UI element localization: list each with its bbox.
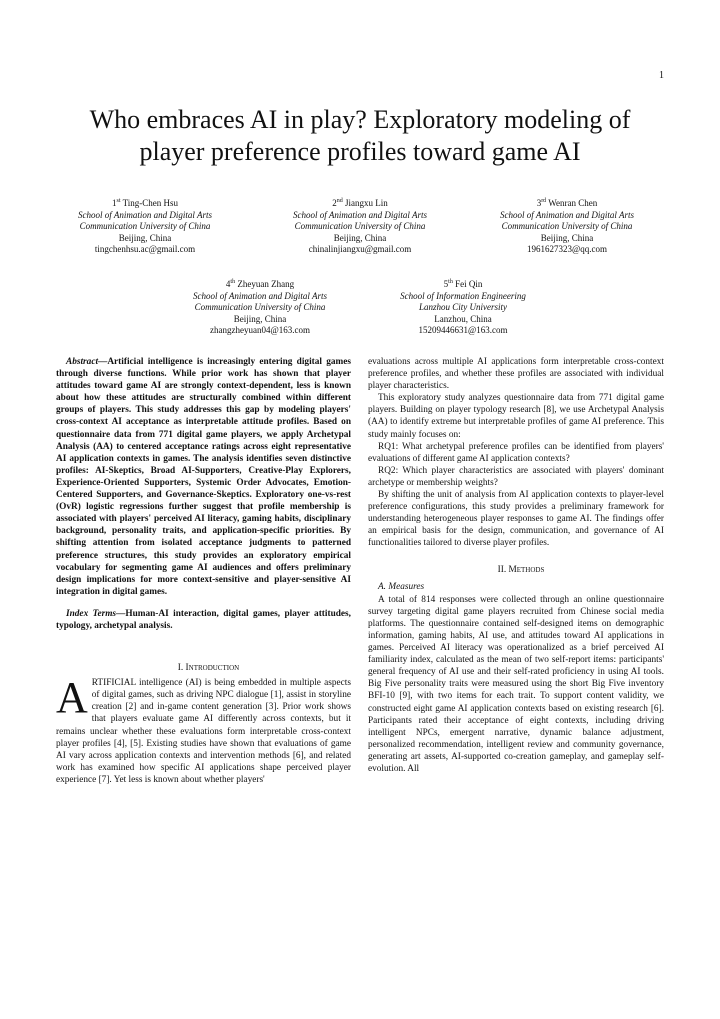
author-organization: Communication University of China xyxy=(194,302,326,313)
introduction-text: RTIFICIAL intelligence (AI) is being embedded in multiple aspects of digital games, such as driving NPC dialogue [1], assist in storyline creation [2] and in-game content generation [3]. Prior work shows that players evaluate game AI differently across contexts, but it remains unclear whether these evaluations form interpretable cross-context player profiles [4], [5]. Existing studies have shown that evaluations of game AI vary across application contexts and intervention methods [6], and related work has examined how specific AI applications shape perceived player experience [7]. Yet less is known about whether players' xyxy=(56,678,351,785)
subsection-heading-measures: A. Measures xyxy=(378,581,425,592)
author-email: 1961627323@qq.com xyxy=(526,244,608,255)
author-department: School of Animation and Digital Arts xyxy=(193,290,327,301)
author-city: Beijing, China xyxy=(233,313,287,324)
author-department: School of Animation and Digital Arts xyxy=(78,209,212,220)
author-department: School of Information Engineering xyxy=(400,290,526,301)
author-organization: Communication University of China xyxy=(79,221,211,232)
author-block-1 xyxy=(40,198,250,256)
author-city: Beijing, China xyxy=(333,232,387,243)
right-column xyxy=(368,356,664,775)
author-name: 5th Fei Qin xyxy=(443,279,483,289)
author-block-4 xyxy=(155,279,365,337)
author-city: Beijing, China xyxy=(540,232,594,243)
abstract-text: Artificial intelligence is increasingly entering digital games through diverse functions. While prior work has shown that player attitudes toward game AI are strongly context-dependent, less is known about how these attitudes are structurally combined within different groups of players. This study addresses this gap by modeling players' cross-context AI acceptance as interpretable attitude profiles. Based on questionnaire data from 771 digital game players, we apply Archetypal Analysis (AA) to centered acceptance ratings across eight representative AI application contexts in games. The analysis identifies seven distinctive profiles: AI-Skeptics, Broad AI-Supporters, Creative-Play Explorers, Experience-Oriented Supporters, Systemic Order Advocates, Emotion-Centered Supporters, and Governance-Skeptics. Exploratory one-vs-rest (OvR) logistic regressions further suggest that profile membership is associated with players' perceived AI literacy, gaming habits, disciplinary background, personality traits, and application-specific priorities. By shifting attention from isolated acceptance judgments to patterned preference structures, this study provides an exploratory empirical vocabulary for segmenting game AI audiences and offers preliminary design implications for more context-sensitive and player-sensitive AI integration in digital games. xyxy=(56,357,351,597)
title-line-1: Who embraces AI in play? Exploratory modeling of xyxy=(89,105,631,134)
paragraph: This exploratory study analyzes questionnaire data from 771 digital game players. Building on player typology research [8], we use Archetypal Analysis (AA) to identify extreme but interpretable profiles of game AI preference. This study mainly focuses on: xyxy=(368,393,664,440)
index-terms-text: Human-AI interaction, digital games, player attitudes, typology, archetypal analysis. xyxy=(56,608,351,631)
author-organization: Communication University of China xyxy=(294,221,426,232)
abstract-label: Abstract xyxy=(66,357,99,367)
author-block-3 xyxy=(462,198,672,256)
author-organization: Lanzhou City University xyxy=(419,302,507,313)
author-name: 3rd Wenran Chen xyxy=(536,198,598,208)
author-name: 1st Ting-Chen Hsu xyxy=(111,198,179,208)
author-department: School of Animation and Digital Arts xyxy=(500,209,634,220)
research-question-1: RQ1: What archetypal preference profiles can be identified from players' evaluations of different game AI application contexts? xyxy=(368,441,664,464)
author-city: Lanzhou, China xyxy=(434,313,492,324)
index-terms-dash: — xyxy=(116,608,126,619)
author-email: tingchenhsu.ac@gmail.com xyxy=(94,244,196,255)
section-heading-methods: II. Methods xyxy=(497,564,545,575)
research-question-2: RQ2: Which player characteristics are associated with players' dominant archetype or membership weights? xyxy=(368,465,664,488)
abstract xyxy=(56,356,351,598)
measures-paragraph: A total of 814 responses were collected through an online questionnaire survey targeting digital game players recruited from Chinese social media platforms. The questionnaire contained self-designed items on demographic information, gaming habits, AI use, and attitudes toward AI applications in games. Perceived AI literacy was operationalized as a brief perceived AI familiarity index, calculated as the mean of two self-report items: participants' general frequency of AI use and their self-rated proficiency in using AI tools. Big Five personality traits were measured using the short Big Five inventory BFI-10 [9], with two items for each trait. To support content validity, we constructed eight game AI application contexts based on existing research [6]. Participants rated their acceptance of eight contexts, including driving intelligent NPCs, emergent narrative, dynamic balance adjustment, personalized recommendation, intelligent review and community governance, generating art assets, AI-supported co-creation gameplay, and gameplay self-evolution. All xyxy=(368,594,664,774)
paragraph: By shifting the unit of analysis from AI application contexts to player-level preference configurations, this study provides a preliminary framework for understanding heterogeneous player responses to game AI. The findings offer an empirical basis for the design, communication, and governance of AI functionalities tailored to diverse player profiles. xyxy=(368,490,664,549)
drop-cap: A xyxy=(56,673,88,723)
paper-title xyxy=(40,104,680,168)
page-number: 1 xyxy=(659,70,664,81)
left-column xyxy=(56,356,351,786)
author-email: 15209446631@163.com xyxy=(418,325,508,336)
index-terms-label: Index Terms xyxy=(66,608,117,619)
section-heading-introduction: I. Introduction xyxy=(177,663,240,674)
index-terms xyxy=(56,608,351,632)
author-name: 2nd Jiangxu Lin xyxy=(332,198,388,208)
introduction-paragraph xyxy=(56,673,351,786)
author-department: School of Animation and Digital Arts xyxy=(293,209,427,220)
author-email: zhangzheyuan04@163.com xyxy=(209,325,310,336)
author-organization: Communication University of China xyxy=(501,221,633,232)
author-email: chinalinjiangxu@gmail.com xyxy=(308,244,412,255)
title-line-2: player preference profiles toward game AI xyxy=(139,137,581,166)
author-block-5 xyxy=(358,279,568,337)
author-block-2 xyxy=(255,198,465,256)
paragraph: evaluations across multiple AI applications form interpretable cross-context preference profiles, and whether these profiles are associated with individual player characteristics. xyxy=(368,357,664,392)
author-city: Beijing, China xyxy=(118,232,172,243)
author-name: 4th Zheyuan Zhang xyxy=(225,279,295,289)
abstract-dash: — xyxy=(98,357,108,367)
